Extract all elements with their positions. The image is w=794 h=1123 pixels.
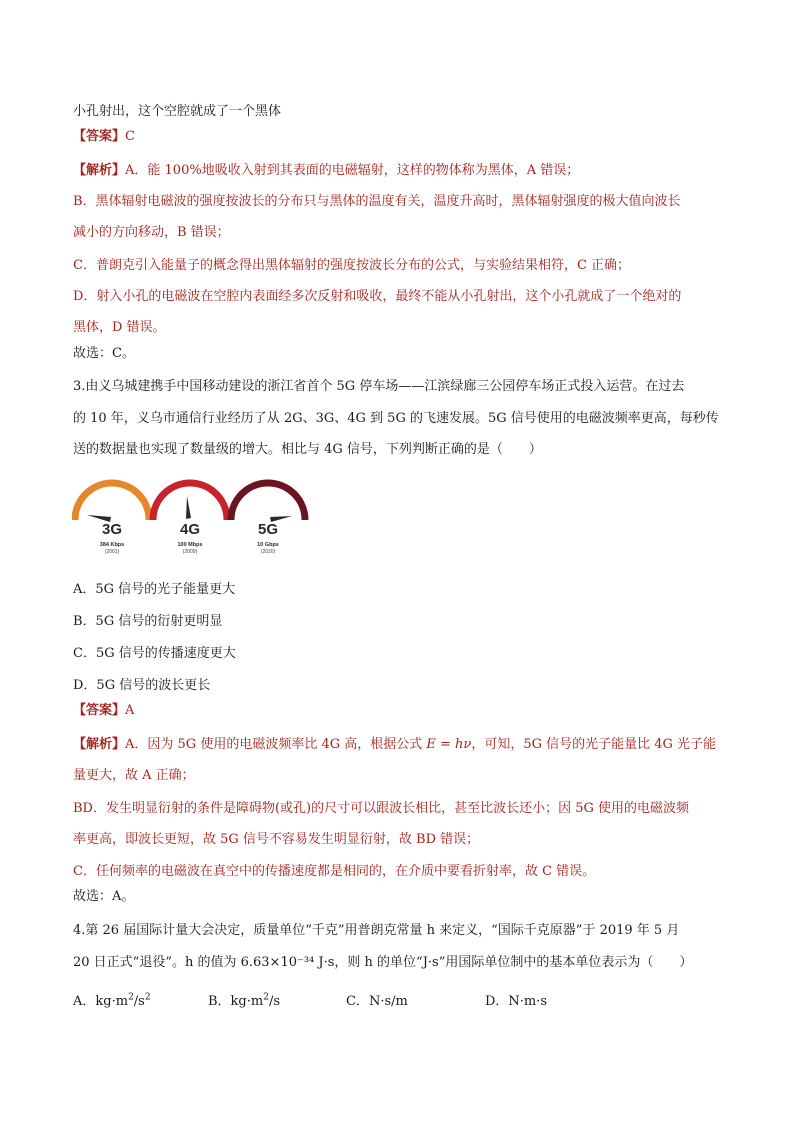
q3-option-d: D．5G 信号的波长更长: [73, 678, 211, 693]
q2-analysis-c: C．普朗克引入能量子的概念得出黑体辐射的强度按波长分布的公式，与实验结果相符，C 正确；: [73, 258, 631, 273]
q3-option-a: A．5G 信号的光子能量更大: [73, 582, 236, 597]
gauge-5g-label: 5G: [257, 521, 279, 538]
gauge-3g-speed: 384 Kbps: [99, 542, 125, 548]
q4-option-a: A．$kg\cdot m^2/s^2$: [73, 992, 151, 1009]
q4-option-d: D．N·m·s: [485, 994, 548, 1009]
analysis-text-tail: ，可知，5G 信号的光子能量比 4G 光子能: [471, 737, 717, 752]
q4-option-b: B．$kg\cdot m^2/s$: [208, 992, 281, 1009]
q3-answer: [73, 702, 134, 720]
answer-label: 【答案】: [73, 703, 126, 718]
gauge-4g-label: 4G: [179, 521, 201, 538]
gauge-5g: [231, 483, 305, 555]
q3-select: 故选：A。: [73, 889, 135, 904]
gauge-3g-arc: [75, 483, 149, 520]
q3-analysis-bd2: 率更高，即波长更短，故 5G 信号不容易发生明显衍射，故 BD 错误；: [73, 832, 480, 847]
q3-analysis-c: C．任何频率的电磁波在真空中的传播速度都是相同的，在介质中要看折射率，故 C 错误。: [73, 864, 596, 879]
intro-line: 小孔射出，这个空腔就成了一个黑体: [73, 104, 282, 119]
q3-option-c: C．5G 信号的传播速度更大: [73, 646, 236, 661]
q4-option-c: C．N·s/m: [346, 994, 408, 1009]
gauge-4g: [153, 483, 227, 555]
gauge-5g-arc: [231, 483, 305, 520]
analysis-text: A．因为 5G 使用的电磁波频率比 4G 高，根据公式: [125, 737, 427, 752]
q4-stem-2: 20 日正式“退役”。h 的值为 6.63×10⁻³⁴ J·s，则 h 的单位“J·s”用国际单位制中的基本单位表示为（ ）: [73, 955, 693, 970]
q2-analysis-b2: 减小的方向移动，B 错误；: [73, 225, 230, 240]
answer-value: C: [125, 129, 135, 144]
gauge-3g-year: (2001): [104, 549, 120, 555]
gauge-4g-speed: 100 Mbps: [177, 542, 203, 548]
network-speed-gauges-figure: [72, 478, 312, 562]
q3-analysis-bd1: BD．发生明显衍射的条件是障碍物(或孔)的尺寸可以跟波长相比，甚至比波长还小；因 5G 使用的电磁波频: [73, 801, 690, 816]
q3-option-b: B．5G 信号的衍射更明显: [73, 614, 223, 629]
gauge-4g-year: (2009): [182, 549, 198, 555]
gauge-3g-label: 3G: [101, 521, 123, 538]
q3-stem-1: 3.由义乌城建携手中国移动建设的浙江省首个 5G 停车场——江滨绿廊三公园停车场正式投入运营。在过去: [73, 379, 685, 394]
answer-value: A: [125, 703, 135, 718]
q2-analysis-d2: 黑体，D 错误。: [73, 320, 166, 335]
analysis-label: 【解析】: [73, 737, 126, 752]
q2-analysis-d1: D．射入小孔的电磁波在空腔内表面经多次反射和吸收，最终不能从小孔射出，这个小孔就成了一个绝对的: [73, 289, 682, 304]
gauge-4g-needle: [186, 496, 191, 519]
q4-stem-1: 4.第 26 届国际计量大会决定，质量单位“千克”用普朗克常量 h 来定义，“国际千克原器”于 2019 年 5 月: [73, 923, 680, 938]
q2-analysis-a: [73, 162, 579, 180]
q2-answer: [73, 128, 135, 146]
gauge-5g-year: (2020): [260, 549, 276, 555]
q3-analysis-a1: [73, 736, 716, 754]
gauge-3g: [75, 483, 149, 555]
q2-analysis-b1: B．黑体辐射电磁波的强度按波长的分布只与黑体的温度有关，温度升高时，黑体辐射强度的极大值向波长: [73, 194, 681, 209]
formula-e-h-nu: E = hν: [426, 737, 472, 752]
q3-stem-3: 送的数据量也实现了数量级的增大。相比与 4G 信号，下列判断正确的是（ ）: [73, 442, 542, 457]
analysis-text: A．能 100%地吸收入射到其表面的电磁辐射，这样的物体称为黑体，A 错误；: [125, 163, 580, 178]
answer-label: 【答案】: [73, 129, 126, 144]
q2-select: 故选：C。: [73, 346, 135, 361]
gauge-5g-speed: 10 Gbps: [257, 542, 279, 548]
q3-analysis-a2: 量更大，故 A 正确；: [73, 768, 195, 783]
analysis-label: 【解析】: [73, 163, 126, 178]
q3-stem-2: 的 10 年，义乌市通信行业经历了从 2G、3G、4G 到 5G 的飞速发展。5G 信号使用的电磁波频率更高，每秒传: [73, 411, 719, 426]
